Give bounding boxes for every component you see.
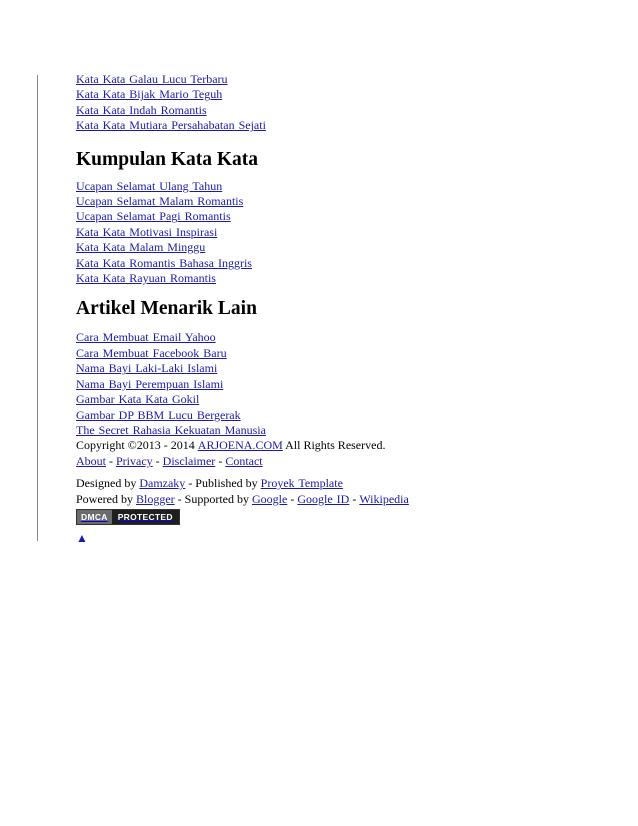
copyright-suffix: All Rights Reserved. — [282, 438, 386, 453]
credits-separator: - — [349, 491, 360, 506]
nav-separator: - — [215, 453, 226, 468]
artikel-link[interactable]: Gambar DP BBM Lucu Bergerak — [76, 407, 241, 422]
artikel-link[interactable]: Cara Membuat Facebook Baru — [76, 345, 227, 360]
copyright-prefix: Copyright ©2013 - 2014 — [76, 438, 198, 453]
powered-by-line — [76, 492, 616, 507]
credits-separator: - — [287, 491, 298, 506]
artikel-link-list — [76, 330, 616, 438]
artikel-link[interactable]: Nama Bayi Laki-Laki Islami — [76, 361, 218, 376]
dmca-protected-badge[interactable] — [76, 509, 180, 525]
about-link[interactable]: About — [76, 453, 106, 468]
kumpulan-link[interactable]: Ucapan Selamat Ulang Tahun — [76, 178, 223, 193]
top-link[interactable]: Kata Kata Indah Romantis — [76, 102, 207, 117]
artikel-link[interactable]: Cara Membuat Email Yahoo — [76, 330, 216, 345]
kumpulan-link[interactable]: Kata Kata Malam Minggu — [76, 240, 206, 255]
footer-nav — [76, 454, 616, 469]
artikel-link[interactable]: The Secret Rahasia Kekuatan Manusia — [76, 422, 266, 437]
kumpulan-link-list — [76, 179, 616, 287]
contact-link[interactable]: Contact — [225, 453, 263, 468]
nav-separator: - — [106, 453, 116, 468]
page-margin-line — [37, 75, 38, 541]
site-link[interactable]: ARJOENA.COM — [197, 438, 283, 453]
wikipedia-link[interactable]: Wikipedia — [359, 491, 409, 506]
published-text: - Published by — [185, 476, 261, 491]
kumpulan-link[interactable]: Kata Kata Motivasi Inspirasi — [76, 224, 218, 239]
artikel-heading: Artikel Menarik Lain — [76, 298, 257, 320]
artikel-link[interactable]: Nama Bayi Perempuan Islami — [76, 376, 224, 391]
powered-prefix: Powered by — [76, 491, 136, 506]
publisher-link[interactable]: Proyek Template — [260, 476, 343, 491]
credits-block — [76, 476, 616, 507]
kumpulan-link[interactable]: Kata Kata Rayuan Romantis — [76, 271, 216, 286]
top-link[interactable]: Kata Kata Galau Lucu Terbaru — [76, 72, 228, 86]
google-id-link[interactable]: Google ID — [297, 491, 350, 506]
dmca-badge-right: PROTECTED — [112, 510, 179, 524]
page-content — [76, 72, 616, 545]
google-link[interactable]: Google — [252, 491, 288, 506]
designed-by-line — [76, 476, 616, 491]
kumpulan-link[interactable]: Ucapan Selamat Pagi Romantis — [76, 209, 231, 224]
artikel-link[interactable]: Gambar Kata Kata Gokil — [76, 392, 200, 407]
designer-link[interactable]: Damzaky — [139, 476, 186, 491]
blogger-link[interactable]: Blogger — [136, 491, 175, 506]
top-link-list — [76, 72, 616, 134]
nav-separator: - — [152, 453, 163, 468]
copyright-line — [76, 438, 616, 453]
disclaimer-link[interactable]: Disclaimer — [162, 453, 216, 468]
top-link[interactable]: Kata Kata Mutiara Persahabatan Sejati — [76, 118, 266, 133]
top-link[interactable]: Kata Kata Bijak Mario Teguh — [76, 87, 223, 102]
kumpulan-link[interactable]: Ucapan Selamat Malam Romantis — [76, 194, 244, 209]
kumpulan-heading: Kumpulan Kata Kata — [76, 148, 259, 170]
back-to-top-arrow-icon[interactable]: ▲ — [76, 530, 88, 545]
designed-prefix: Designed by — [76, 476, 140, 491]
dmca-badge-left: DMCA — [77, 510, 112, 524]
privacy-link[interactable]: Privacy — [116, 453, 153, 468]
supported-text: - Supported by — [174, 491, 252, 506]
kumpulan-link[interactable]: Kata Kata Romantis Bahasa Inggris — [76, 255, 252, 270]
